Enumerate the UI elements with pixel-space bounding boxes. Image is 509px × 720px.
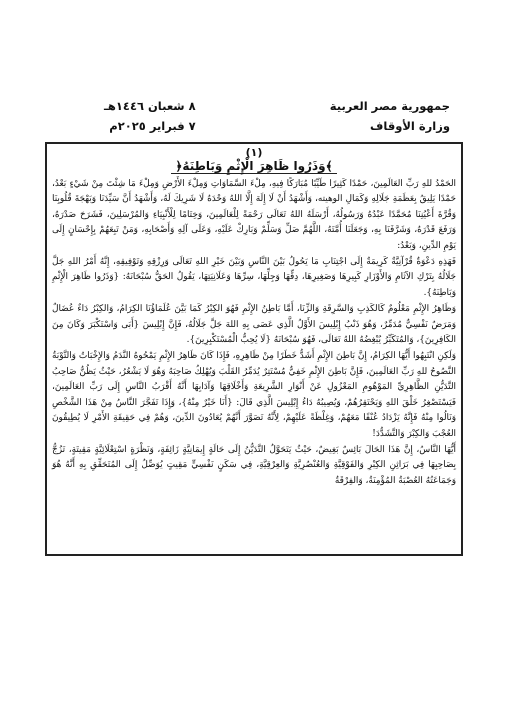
sermon-body	[52, 177, 456, 489]
country-name: جمهورية مصر العربية	[329, 99, 450, 113]
sermon-number: (١)	[245, 146, 263, 159]
paragraph: الحَمْدُ للهِ رَبِّ العَالَمِينَ، حَمْدًا كَثِيرًا طَيِّبًا مُبَارَكًا فِيهِ، مِلْءَ السَّمَاوَاتِ وَمِلْءَ الأَرْضِ وَمِلْءَ مَا شِئْتَ مِنْ شَيْءٍ بَعْدُ، حَمْدًا يَلِيقُ بِعَظَمَةِ جَلَالِهِ وَكَمَالِ الوهيته، وَأَشْهَدُ أَنْ لَا إِلَهَ إِلَّا اللهُ وَحْدَهُ لَا شَرِيكَ لَهُ، وَأَشْهَدُ أَنَّ سَيِّدَنَا وَبَهْجَةَ قُلُوبِنَا وَقُرَّةَ أَعْيُنِنَا مُحَمَّدًا عَبْدُهُ وَرَسُولُهُ، أَرْسَلَهُ اللهُ تَعَالَى رَحْمَةً لِلْعَالَمِينَ، وَخِتَامًا لِلْأَنْبِيَاءِ وَالمُرْسَلِينَ، فَشَرَحَ صَدْرَهُ، وَرَفَعَ قَدْرَهُ، وَشَرَّفَنَا بِهِ، وَجَعَلَنَا أُمَّتَهُ، اللَّهُمَّ صَلِّ وَسَلِّمْ وَبَارِكْ عَلَيْهِ، وَعَلَى آلِهِ وَأَصْحَابِهِ، وَمَنْ تَبِعَهُمْ بِإِحْسَانٍ إِلَى يَوْمِ الدِّينِ، وَبَعْدُ:	[52, 179, 456, 251]
paragraph: أَيُّهَا النَّاسُ، إِنَّ هَذَا الحَالَ بَائِسٌ بَغِيضٌ، حَيْثُ يَتَحَوَّلُ التَّدَيُّنُ إِلَى حَالَةٍ إِيمَانِيَّةٍ زَائِفَةٍ، وَنَظْرَةٍ اسْتِعْلَائِيَّةٍ مَقِيتَةٍ، تَزُجُّ بِصَاحِبِهَا فِي بَرَاثِنِ الكِبْرِ وَالفَوْقِيَّةِ وَالعُنْصُرِيَّةِ وَالعِرْقِيَّةِ، فِي سَكَنٍ نَفْسِيٍّ مَقِيتٍ يُوَصِّلُ إِلَى المُتَحَقِّقِ بِهِ أَنَّهُ هُوَ وَجَمَاعَتُهُ العُصْبَةُ المُؤْمِنَةُ، وَالفِرْقَةُ	[52, 444, 456, 486]
paragraph: فَهَذِهِ دَعْوَةٌ قُرْآنِيَّةٌ كَرِيمَةٌ إِلَى اجْتِنَابِ مَا يَحُولُ بَيْنَ النَّاسِ وَبَيْنَ خَيْرِ اللهِ تَعَالَى وَرِزْقِهِ وَتَوْفِيقِهِ، إِنَّهُ أَمْرُ اللهِ جَلَّ جَلَالُهُ بِتَرْكِ الآثَامِ وَالأَوْزَارِ كَبِيرِهَا وَصَغِيرِهَا، دِقِّهَا وَجِلِّهَا، سِرِّهَا وَعَلَانِيَتِهَا، يَقُولُ الحَقُّ سُبْحَانَهُ: {وَذَرُوا ظَاهِرَ الْإِثْمِ وَبَاطِنَهُ}.	[52, 257, 456, 298]
ministry-name: وزارة الأوقاف	[370, 119, 450, 133]
sermon-title: ﴿وَذَرُوا ظَاهِرَ الْإِثْمِ وَبَاطِنَهُ﴾	[171, 159, 336, 174]
ministry-block	[330, 96, 450, 136]
page-header	[44, 96, 464, 136]
gregorian-date: ٧ فبراير ٢٠٢٥م	[109, 119, 196, 133]
hijri-date: ٨ شعبان ١٤٤٦هـ	[104, 99, 196, 113]
date-block	[104, 96, 196, 136]
sermon-title-wrap	[47, 159, 461, 173]
paragraph: وَظَاهِرُ الإِثْمِ مَعْلُومٌ كَالكَذِبِ وَالسَّرِقَةِ وَالزِّنَا، أَمَّا بَاطِنُ الإِثْمِ فَهُوَ الكِبْرُ كَمَا بَيَّنَ عُلَمَاؤُنَا الكِرَامُ، وَالكِبْرُ دَاءٌ عُضَالٌ وَمَرَضٌ نَفْسِيٌّ مُدَمِّرٌ، وَهُوَ ذَنْبُ إِبْلِيسَ الأَوَّلُ الَّذِي عَصَى بِهِ اللهَ جَلَّ جَلَالُهُ، فَإِنَّ إِبْلِيسَ {أَبَى وَاسْتَكْبَرَ وَكَانَ مِنَ الكَافِرِينَ}، وَالمُتَكَبِّرُ يُبْغِضُهُ اللهُ تَعَالَى، فَهُوَ سُبْحَانَهُ {لَا يُحِبُّ الْمُسْتَكْبِرِينَ}.	[52, 304, 456, 346]
sermon-frame	[45, 142, 463, 556]
paragraph: وَلَكِنِ انْتَبِهُوا أَيُّهَا الكِرَامُ، إِنَّ بَاطِنَ الإِثْمِ أَشَدُّ خَطَرًا مِنْ ظَاهِرِهِ، فَإِذَا كَانَ ظَاهِرُ الإِثْمِ يَمْحُوهُ النَّدَمُ وَالإِخْبَاتُ وَالتَّوْبَةُ النَّصُوحُ للهِ رَبِّ العَالَمِينَ، فَإِنَّ بَاطِنَ الإِثْمِ خَفِيٌّ مُسْتَتِرٌ يُدَمِّرُ القَلْبَ وَيُهْلِكُ صَاحِبَهُ وَهُوَ لَا يَشْعُرُ، حَيْثُ يَظُنُّ صَاحِبُ التَّدَيُّنِ الظَّاهِرِيِّ المَوْهُومِ المَعْزُولِ عَنْ أَنْوَارِ الشَّرِيعَةِ وَأَخْلَاقِهَا وَآدَابِهَا أَنَّهُ أَقْرَبُ النَّاسِ إِلَى رَبِّ العَالَمِينَ، فَيَسْتَصْغِرُ خَلْقَ اللهِ وَيَحْتَقِرُهُمْ، وَيُصِيبُهُ دَاءُ إِبْلِيسَ الَّذِي قَالَ: {أَنَا خَيْرٌ مِنْهُ}، وَإِذَا تَفَجَّرَ النَّاسُ مِنْ هَذَا الشَّخْصِ وَنَالُوا مِنْهُ فَإِنَّهُ يَزْدَادُ عُنْفًا مَعَهُمْ، وَغِلْظَةً عَلَيْهِمْ، لِأَنَّهُ تَصَوَّرَ أَنَّهُمْ يُعَادُونَ الدِّينَ، وَهُمْ فِي حَقِيقَةِ الأَمْرِ لَا يُطِيقُونَ العُجْبَ وَالكِبْرَ وَالتَّشَدُّدَ!	[52, 351, 456, 439]
